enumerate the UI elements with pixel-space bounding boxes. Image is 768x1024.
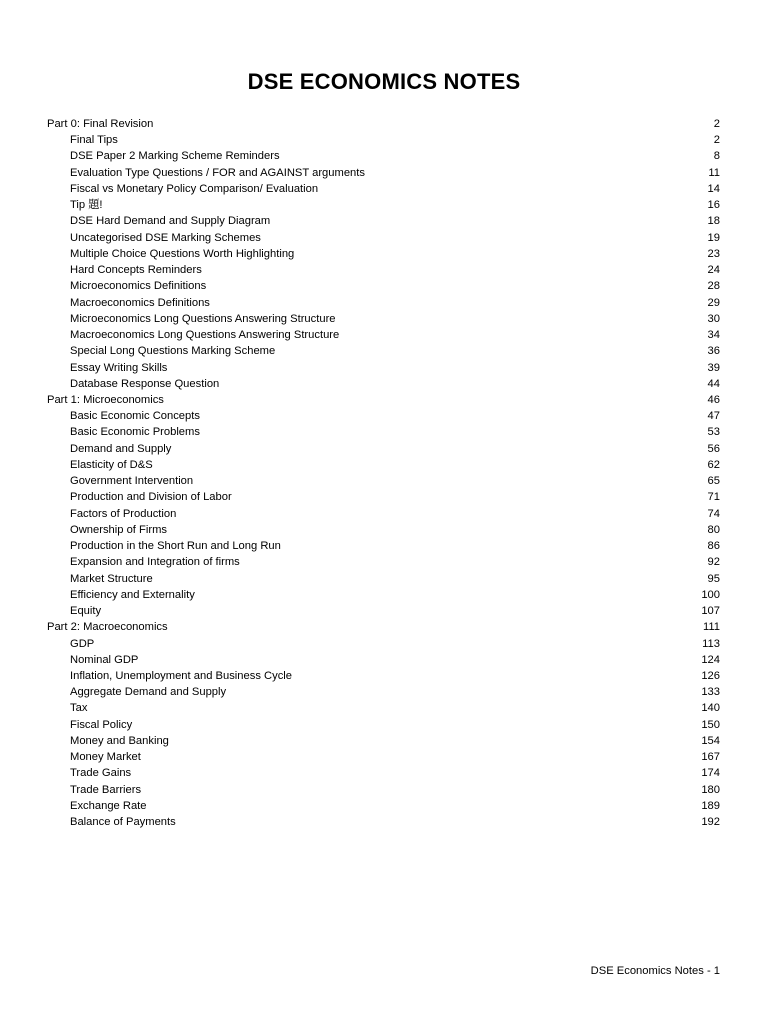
toc-entry-label: Elasticity of D&S [70, 458, 153, 471]
toc-entry[interactable] [47, 424, 720, 440]
toc-entry-label: GDP [70, 637, 95, 650]
toc-page-number: 65 [707, 475, 720, 488]
toc-entry[interactable] [47, 571, 720, 587]
toc-entry-label: Macroeconomics Long Questions Answering Structure [70, 329, 340, 342]
toc-page-number: 80 [707, 523, 720, 536]
toc-page-number: 113 [702, 637, 720, 650]
toc-entry-label: Exchange Rate [70, 799, 147, 812]
toc-entry-label: Basic Economic Problems [70, 426, 200, 439]
toc-entry-label: Inflation, Unemployment and Business Cycle [70, 669, 292, 682]
toc-entry[interactable] [47, 327, 720, 343]
toc-page-number: 16 [707, 199, 720, 212]
toc-entry[interactable] [47, 603, 720, 619]
toc-entry[interactable] [47, 489, 720, 505]
toc-page-number: 189 [701, 799, 720, 812]
toc-page-number: 86 [707, 540, 720, 553]
toc-entry-label: Fiscal Policy [70, 718, 133, 731]
toc-page-number: 28 [707, 280, 720, 293]
toc-entry-label: Multiple Choice Questions Worth Highlighting [70, 247, 295, 260]
toc-entry-label: Nominal GDP [70, 653, 139, 666]
toc-entry-label: Government Intervention [70, 475, 194, 488]
toc-page-number: 192 [701, 816, 720, 829]
toc-entry[interactable] [47, 165, 720, 181]
toc-entry-label: Fiscal vs Monetary Policy Comparison/ Evaluation [70, 182, 319, 195]
toc-entry-label: Part 0: Final Revision [47, 118, 154, 130]
toc-page-number: 174 [701, 767, 720, 780]
toc-entry[interactable] [47, 554, 720, 570]
toc-page-number: 23 [707, 247, 720, 260]
toc-page-number: 34 [707, 329, 720, 342]
toc-page-number: 140 [701, 702, 720, 715]
toc-entry[interactable] [47, 506, 720, 522]
toc-entry-label: Production in the Short Run and Long Run [70, 540, 281, 553]
toc-entry[interactable] [47, 782, 720, 798]
toc-entry-label: Tip 題! [70, 199, 103, 212]
toc-entry-label: Microeconomics Definitions [70, 280, 207, 293]
toc-page-number: 95 [707, 572, 720, 585]
table-of-contents [47, 116, 720, 830]
toc-page-number: 47 [707, 410, 720, 423]
page-footer: DSE Economics Notes - 1 [590, 965, 720, 977]
toc-entry-label: Money Market [70, 751, 141, 764]
toc-entry-label: Efficiency and Externality [70, 588, 195, 601]
toc-entry-label: Special Long Questions Marking Scheme [70, 345, 276, 358]
toc-entry[interactable] [47, 197, 720, 213]
toc-entry-label: Microeconomics Long Questions Answering Structure [70, 312, 336, 325]
toc-page-number: 29 [707, 296, 720, 309]
document-title: DSE ECONOMICS NOTES [247, 68, 521, 94]
toc-entry-label: Final Tips [70, 134, 118, 147]
toc-entry-label: DSE Paper 2 Marking Scheme Reminders [70, 150, 280, 163]
toc-entry-label: Expansion and Integration of firms [70, 556, 240, 569]
toc-page-number: 24 [707, 264, 720, 277]
toc-page-number: 180 [701, 783, 720, 796]
toc-entry[interactable] [47, 765, 720, 781]
toc-entry-label: Macroeconomics Definitions [70, 296, 210, 309]
toc-page-number: 107 [701, 605, 720, 618]
toc-page-number: 71 [707, 491, 720, 504]
toc-entry-label: DSE Hard Demand and Supply Diagram [70, 215, 271, 228]
toc-entry-label: Part 2: Macroeconomics [47, 621, 168, 634]
toc-entry[interactable] [47, 311, 720, 327]
toc-entry[interactable] [47, 522, 720, 538]
toc-entry[interactable] [47, 733, 720, 749]
toc-page-number: 39 [707, 361, 720, 374]
toc-entry-label: Basic Economic Concepts [70, 410, 200, 423]
toc-entry-label: Aggregate Demand and Supply [70, 686, 227, 699]
toc-entry[interactable] [47, 814, 720, 830]
toc-entry[interactable] [47, 230, 720, 246]
toc-entry[interactable] [47, 587, 720, 603]
toc-entry[interactable] [47, 295, 720, 311]
toc-page-number: 19 [707, 231, 720, 244]
toc-page-number: 150 [701, 718, 720, 731]
toc-entry[interactable] [47, 132, 720, 148]
toc-entry-label: Money and Banking [70, 734, 169, 747]
toc-page-number: 167 [701, 751, 720, 764]
toc-entry[interactable] [47, 684, 720, 700]
toc-entry[interactable] [47, 749, 720, 765]
toc-entry[interactable] [47, 343, 720, 359]
toc-entry[interactable] [47, 441, 720, 457]
toc-page-number: 74 [707, 507, 720, 520]
toc-entry[interactable] [47, 376, 720, 392]
toc-entry[interactable] [47, 360, 720, 376]
toc-part-heading[interactable] [47, 619, 720, 635]
toc-entry[interactable] [47, 148, 720, 164]
toc-entry-label: Ownership of Firms [70, 523, 167, 536]
toc-page-number: 44 [707, 377, 720, 390]
toc-entry-label: Database Response Question [70, 377, 220, 390]
toc-entry-label: Balance of Payments [70, 816, 176, 829]
toc-page-number: 111 [702, 621, 720, 634]
toc-entry[interactable] [47, 473, 720, 489]
toc-page-number: 92 [707, 556, 720, 569]
toc-entry-label: Tax [70, 702, 88, 715]
toc-entry[interactable] [47, 278, 720, 294]
toc-entry-label: Trade Gains [70, 767, 132, 780]
toc-entry-label: Factors of Production [70, 507, 177, 520]
toc-entry[interactable] [47, 457, 720, 473]
toc-entry[interactable] [47, 538, 720, 554]
toc-page-number: 2 [713, 118, 720, 130]
toc-entry-label: Equity [70, 605, 102, 618]
toc-entry-label: Evaluation Type Questions / FOR and AGAINST arguments [70, 166, 365, 179]
toc-entry[interactable] [47, 700, 720, 716]
toc-part-heading[interactable] [47, 392, 720, 408]
toc-page-number: 46 [707, 393, 720, 406]
toc-entry[interactable] [47, 181, 720, 197]
toc-page-number: 36 [707, 345, 720, 358]
toc-entry-label: Part 1: Microeconomics [47, 393, 164, 406]
toc-entry-label: Essay Writing Skills [70, 361, 168, 374]
toc-page-number: 56 [707, 442, 720, 455]
toc-entry-label: Demand and Supply [70, 442, 172, 455]
toc-entry[interactable] [47, 668, 720, 684]
toc-entry-label: Uncategorised DSE Marking Schemes [70, 231, 261, 244]
toc-entry[interactable] [47, 636, 720, 652]
toc-page-number: 30 [707, 312, 720, 325]
toc-page-number: 126 [701, 669, 720, 682]
toc-entry[interactable] [47, 652, 720, 668]
toc-page-number: 53 [707, 426, 720, 439]
toc-page-number: 11 [708, 166, 720, 179]
toc-entry-label: Market Structure [70, 572, 153, 585]
toc-entry[interactable] [47, 408, 720, 424]
toc-page-number: 18 [707, 215, 720, 228]
toc-page-number: 100 [701, 588, 720, 601]
toc-page-number: 133 [701, 686, 720, 699]
toc-page-number: 8 [713, 150, 720, 163]
toc-part-heading[interactable] [47, 116, 720, 132]
toc-page-number: 2 [713, 134, 720, 147]
toc-page-number: 154 [701, 734, 720, 747]
toc-entry-label: Production and Division of Labor [70, 491, 232, 504]
toc-entry-label: Trade Barriers [70, 783, 142, 796]
toc-entry[interactable] [47, 213, 720, 229]
toc-page-number: 14 [707, 182, 720, 195]
toc-page-number: 62 [707, 458, 720, 471]
toc-page-number: 124 [701, 653, 720, 666]
toc-entry-label: Hard Concepts Reminders [70, 264, 202, 277]
toc-entry[interactable] [47, 262, 720, 278]
toc-entry[interactable] [47, 798, 720, 814]
toc-entry[interactable] [47, 246, 720, 262]
toc-entry[interactable] [47, 717, 720, 733]
